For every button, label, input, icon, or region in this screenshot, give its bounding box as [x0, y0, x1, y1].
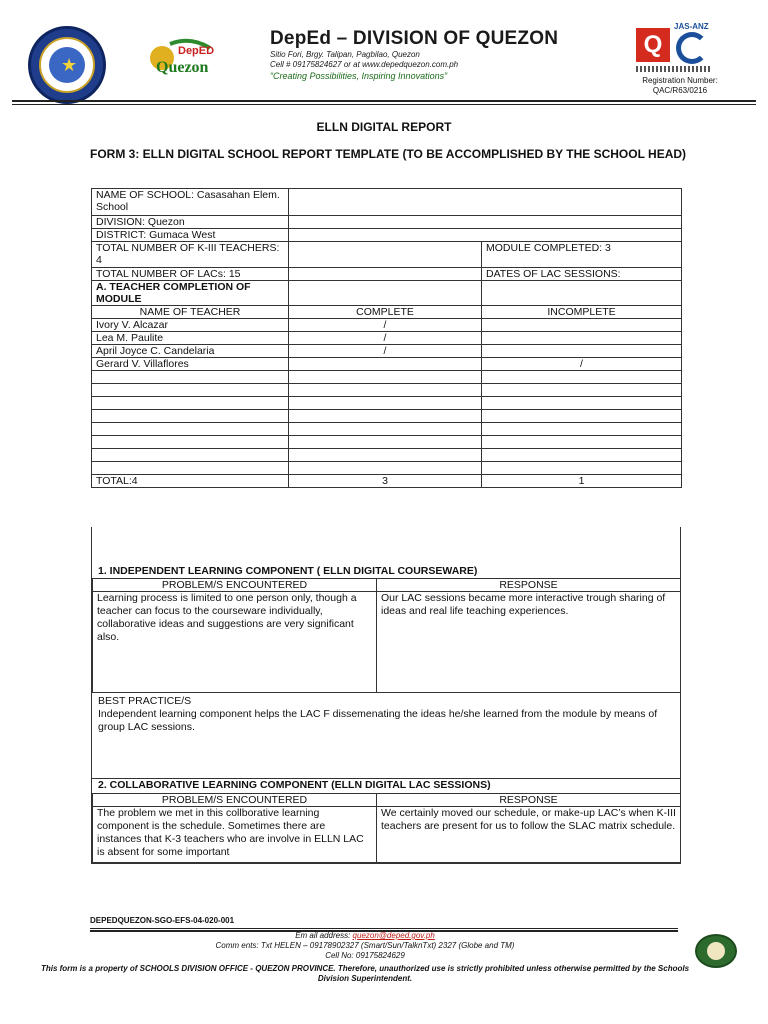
teacher-name: Gerard V. Villaflores [92, 358, 289, 371]
district-cell: DISTRICT: Gumaca West [92, 229, 289, 242]
footer-cell: Cell No: 09175824629 [325, 951, 405, 960]
teacher-name: Ivory V. Alcazar [92, 319, 289, 332]
col-header-incomplete: INCOMPLETE [482, 306, 682, 319]
teacher-complete-mark: / [289, 319, 482, 332]
district-value [289, 229, 682, 242]
teacher-row [92, 345, 682, 358]
completion-total-row [92, 475, 682, 488]
org-contact: Cell # 09175824627 or at www.depedquezon.com.ph [270, 60, 459, 69]
teacher-row [92, 410, 682, 423]
school-name-cell: NAME OF SCHOOL: Casasahan Elem. School [92, 189, 289, 216]
teacher-row [92, 397, 682, 410]
teachers-count-value [289, 242, 482, 268]
registration-number: QAC/R63/0216 [652, 86, 708, 95]
footer-notice: This form is a property of SCHOOLS DIVISION OFFICE - QUEZON PROVINCE. Therefore, unauthorized use is strictly prohibited unless otherwise permitted by the Schools Division Superintendent. [40, 964, 690, 983]
best-practice-label: BEST PRACTICE/S [98, 695, 192, 707]
teacher-incomplete-mark [482, 319, 682, 332]
col-header-response: RESPONSE [377, 579, 681, 592]
col-header-complete: COMPLETE [289, 306, 482, 319]
division-cell: DIVISION: Quezon [92, 216, 289, 229]
teacher-row [92, 436, 682, 449]
table-row [92, 229, 682, 242]
logo-text-top: DepED [178, 45, 215, 57]
lac-dates-cell: DATES OF LAC SESSIONS: [482, 268, 682, 281]
col-header-name: NAME OF TEACHER [92, 306, 289, 319]
form-code: DEPEDQUEZON-SGO-EFS-04-020-001 [90, 916, 235, 925]
teacher-row [92, 371, 682, 384]
org-address: Sitio Fori, Brgy. Talipan, Pagbilao, Quezon [270, 50, 420, 59]
teacher-row [92, 358, 682, 371]
total-incomplete: 1 [482, 475, 682, 488]
best-practice-box [92, 692, 680, 787]
table-row [93, 579, 681, 592]
best-practice-text: Independent learning component helps the LAC F dissemenating the ideas he/she learned from the module by means of group LAC sessions. [98, 708, 658, 733]
independent-response-text: Our LAC sessions became more interactive trough sharing of ideas and real life teaching experiences. [377, 592, 681, 693]
school-name-value [289, 189, 682, 216]
teacher-complete-mark: / [289, 332, 482, 345]
bagong-pilipinas-seal-logo [695, 934, 737, 968]
division-value [289, 216, 682, 229]
footer-comments: Comm ents: Txt HELEN – 09178902327 (Smart/Sun/TalknTxt) 2327 (Globe and TM) [215, 941, 515, 950]
header-divider-thin [12, 104, 756, 105]
registration-label: Registration Number: [642, 76, 718, 85]
header-title-block [270, 28, 610, 81]
independent-table [92, 578, 681, 693]
school-report-table [91, 188, 682, 488]
document-header [0, 0, 768, 110]
deped-quezon-logo [148, 38, 232, 76]
form-title: FORM 3: ELLN DIGITAL SCHOOL REPORT TEMPLATE (TO BE ACCOMPLISHED BY THE SCHOOL HEAD) [90, 147, 687, 161]
learning-components-box [91, 527, 681, 864]
teacher-row [92, 449, 682, 462]
teacher-row [92, 384, 682, 397]
total-label: TOTAL:4 [92, 475, 289, 488]
teacher-incomplete-mark: / [482, 358, 682, 371]
org-motto: “Creating Possibilities, Inspiring Innovations” [270, 71, 448, 81]
collaborative-response-text: We certainly moved our schedule, or make-up LAC’s when K-III teachers are present for us to follow the SLAC matrix schedule. [377, 807, 681, 863]
footer-divider [90, 928, 678, 929]
logo-text-bottom: Quezon [156, 59, 209, 76]
independent-section-title: 1. INDEPENDENT LEARNING COMPONENT ( ELLN DIGITAL COURSEWARE) [98, 565, 478, 577]
table-row [93, 592, 681, 693]
certification-logo: Q JAS-ANZ [636, 22, 712, 74]
col-header-response: RESPONSE [377, 794, 681, 807]
report-title: ELLN DIGITAL REPORT [316, 120, 452, 134]
cert-label: JAS-ANZ [674, 22, 709, 31]
teacher-row [92, 462, 682, 475]
org-title: DepEd – DIVISION OF QUEZON [270, 28, 559, 49]
registration-block [620, 76, 740, 96]
independent-problem-text: Learning process is limited to one person only, though a teacher can focus to the courseware individually, collaborative ideas and suggestions are very significant also. [93, 592, 377, 693]
total-complete: 3 [289, 475, 482, 488]
col-header-problem: PROBLEM/S ENCOUNTERED [93, 794, 377, 807]
table-row [92, 268, 682, 281]
table-row [93, 794, 681, 807]
collaborative-table [92, 793, 681, 863]
footer-email-line [40, 931, 690, 941]
table-row [92, 242, 682, 268]
email-label: Em ail address: [295, 931, 353, 940]
col-header-problem: PROBLEM/S ENCOUNTERED [93, 579, 377, 592]
teacher-complete-mark [289, 358, 482, 371]
teacher-name: Lea M. Paulite [92, 332, 289, 345]
module-completed-cell: MODULE COMPLETED: 3 [482, 242, 682, 268]
email-link[interactable]: quezon@deped.gov.ph [352, 931, 435, 940]
deped-seal-logo: ★ [28, 26, 106, 104]
completion-section-title: A. TEACHER COMPLETION OF MODULE [92, 281, 289, 306]
completion-header-row [92, 306, 682, 319]
teacher-row [92, 332, 682, 345]
teachers-count-cell: TOTAL NUMBER OF K-III TEACHERS: 4 [92, 242, 289, 268]
table-row [92, 281, 682, 306]
teacher-row [92, 319, 682, 332]
lacs-count-cell: TOTAL NUMBER OF LACs: 15 [92, 268, 289, 281]
header-divider [12, 100, 756, 102]
teacher-name: April Joyce C. Candelaria [92, 345, 289, 358]
teacher-row [92, 423, 682, 436]
teacher-incomplete-mark [482, 345, 682, 358]
table-row [92, 216, 682, 229]
table-row [92, 189, 682, 216]
lacs-count-value [289, 268, 482, 281]
table-row [93, 807, 681, 863]
teacher-incomplete-mark [482, 332, 682, 345]
collaborative-problem-text: The problem we met in this collborative learning component is the schedule. Sometimes there are instances that K-3 teachers who are involve in ELLN LAC is absent for some important [93, 807, 377, 863]
collaborative-section-title: 2. COLLABORATIVE LEARNING COMPONENT (ELLN DIGITAL LAC SESSIONS) [92, 778, 680, 792]
teacher-complete-mark: / [289, 345, 482, 358]
